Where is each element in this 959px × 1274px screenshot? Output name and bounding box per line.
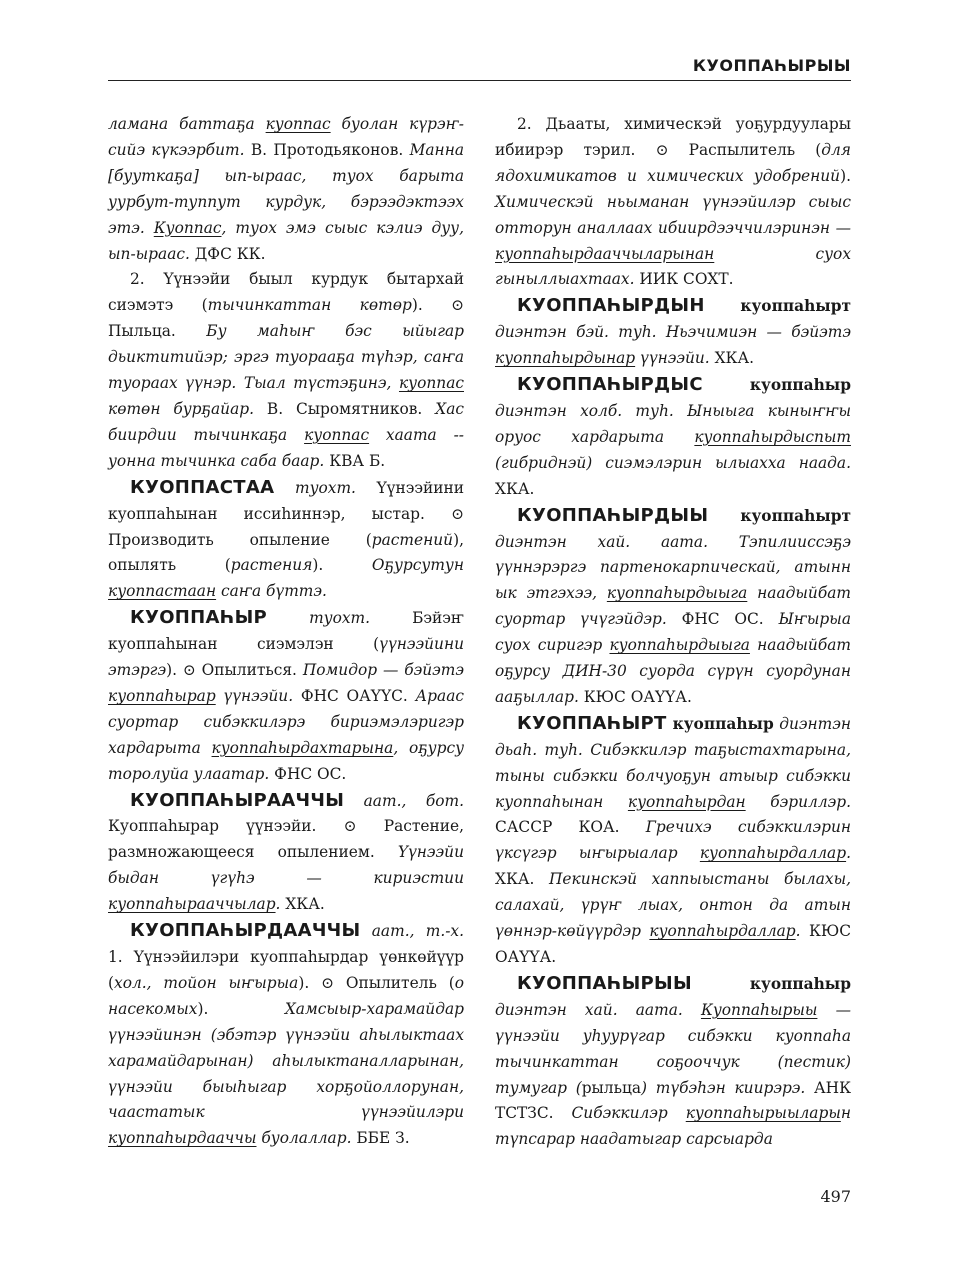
example-text: Хас биирдии тычинкаҕа <box>108 399 464 444</box>
example-text: (гибриднэй) сиэмэлэрин ылыахха наада. <box>495 453 851 472</box>
running-head: КУОППАҺЫРЫЫ <box>692 56 851 75</box>
example-keyword: куоппас <box>304 425 370 444</box>
left-column <box>108 112 464 1152</box>
example-keyword: куоппаһырдан <box>627 792 746 811</box>
grammar-label: куоппаһыр <box>691 974 851 993</box>
example-text: н түпсарар наадатыгар сарсыарда <box>495 1104 851 1149</box>
example-text: . <box>795 922 809 941</box>
example-text: наадыйбат суортар үчүгэйдэр. <box>495 584 852 629</box>
entry-text: 2. Үүнээйи быыл курдук бытархай сиэмэтэ ( <box>108 270 464 315</box>
entry-text: Бэйэҥ куоппаһынан сиэмэлэн ( <box>108 609 464 654</box>
dictionary-entry <box>108 112 464 267</box>
example-text: үүнээйи. <box>635 349 715 368</box>
dictionary-entry <box>495 372 851 503</box>
example-text: Пекинскэй хаппыыстаны былахы, салахай, үрүҥ лыах, онтон да атын үөннэр-көйүүрдэр <box>495 870 851 941</box>
example-text: о насекомых <box>108 973 465 1018</box>
example-keyword: куоппаһырдахтарына <box>211 738 394 757</box>
example-keyword: куоппаһырдыыга <box>606 584 748 603</box>
example-keyword: куоппаһырдааччы <box>108 1129 257 1148</box>
source-citation: ИИК СОХТ. <box>639 270 734 289</box>
example-keyword: куоппаһырдыспыт <box>694 427 851 446</box>
source-citation: ХКА. <box>285 895 325 914</box>
dictionary-entry <box>495 112 851 293</box>
example-text: бэриллэр. <box>745 792 851 811</box>
example-text: растения <box>230 556 313 575</box>
source-citation: ББЕ З. <box>356 1129 410 1148</box>
dictionary-entry <box>108 475 464 606</box>
source-citation: КЮС ОАҮҮА. <box>495 922 851 966</box>
example-text: Ыныыга кыныҥҥы оруос хардарыта <box>495 401 852 446</box>
source-citation: ФНС ОАҮҮС. <box>300 686 416 705</box>
example-keyword: куоппаһырдынар <box>495 349 636 368</box>
source-citation: ДФС КК. <box>194 244 266 263</box>
example-keyword: ). ⊙ Пыльца. <box>108 296 464 341</box>
example-keyword: куоппастаан <box>108 582 217 601</box>
example-text: хаата -- уонна тычинка саба баар. <box>108 425 464 470</box>
entry-headword: КУОППАҺЫР <box>130 607 268 629</box>
example-keyword: рыльца <box>581 1078 642 1097</box>
example-text: буолан күрэҥ-сийэ күкээрбит. <box>108 115 464 159</box>
example-text: , туох эмэ сыыс кэлиэ дуу, ып-ыраас. <box>108 218 464 263</box>
grammar-label: туохт. <box>274 478 377 497</box>
dictionary-entry <box>108 605 464 787</box>
example-text: — үүнээйи уһуурүгар сибэкки куоппаһа тычинкаттан соҕооччук (пестик) тумугар ( <box>495 1000 851 1097</box>
example-text: буолаллар. <box>256 1129 357 1148</box>
entry-text: ). <box>312 556 372 575</box>
example-text: Ньэчимиэн — бэйэтэ <box>665 323 851 342</box>
example-keyword: Куоппаһырыы <box>700 1000 818 1019</box>
entry-headword: КУОППАҺЫРДААЧЧЫ <box>130 920 361 942</box>
grammar-label: диэнтэн бэй. туһ. <box>495 323 666 342</box>
dictionary-entry <box>495 503 851 711</box>
example-text: үүнээйи. <box>215 686 301 705</box>
page-number: 497 <box>820 1187 851 1206</box>
example-text: для ядохимикатов и химических удобрений <box>495 140 851 185</box>
dictionary-entry <box>108 788 464 919</box>
entry-text: Куоппаһырар үүнээйи. ⊙ Растение, размножающееся опылением. <box>108 817 464 862</box>
grammar-label: куоппаһыр <box>702 376 851 395</box>
grammar-label: туохт. <box>267 609 413 628</box>
source-citation: ХКА. <box>495 870 549 889</box>
example-text: көтөн бурҕайар. <box>108 399 267 418</box>
right-column <box>495 112 851 1153</box>
entry-text: ). <box>840 166 851 185</box>
example-text: тычинкаттан көтөр <box>207 296 412 315</box>
source-citation: ХКА. <box>714 349 755 368</box>
example-keyword: куоппаһырдыыга <box>609 636 750 655</box>
source-citation: В. Протодьяконов. <box>250 140 410 159</box>
example-text: ДИН-30 <box>562 662 627 681</box>
grammar-label: куоппаһырт <box>708 506 851 525</box>
example-text: ) түбэһэн киирэрэ. <box>641 1078 814 1097</box>
example-text: хол., тойон ыҥырыа <box>114 973 299 992</box>
dictionary-entry <box>495 293 851 372</box>
entry-headword: КУОППАҺЫРААЧЧЫ <box>130 789 345 811</box>
entry-text: ). ⊙ Опылитель ( <box>298 973 455 992</box>
example-keyword: Куоппас <box>153 218 222 237</box>
example-text: суорда сүрүн суордунан ааҕыллар. <box>495 662 851 706</box>
example-keyword: куоппаһырдаллар <box>649 922 796 941</box>
grammar-label: диэнтэн хай. аата. <box>495 532 739 551</box>
example-text: . <box>846 844 851 863</box>
entry-headword: КУОППАҺЫРДЫЫ <box>517 504 709 526</box>
example-text: үүнээйини этэргэ <box>108 635 464 680</box>
grammar-label: диэнтэн холб. туһ. <box>495 401 688 420</box>
source-citation: САССР КОА. <box>495 818 646 837</box>
source-citation: ХКА. <box>495 479 535 498</box>
example-text: , оҕурсу торолуйа улаатар. <box>108 738 464 783</box>
dictionary-entry <box>495 971 851 1153</box>
example-text: Манна [бууткаҕа] ып-ыраас, туох барыта уурбут-туппут курдук, бэрээдэктээх этэ. <box>108 140 465 237</box>
header-rule <box>108 80 851 81</box>
source-citation: КЮС ОАҮҮА. <box>583 687 692 706</box>
example-text: Ыҥырыа суох сиригэр <box>495 610 851 655</box>
example-text: растений <box>371 530 454 549</box>
source-citation: В. Сыромятников. <box>266 399 436 418</box>
example-text: Оҕурсутун <box>371 556 464 575</box>
example-text: Хамсыыр-харамайдар үүнээйинэн (эбэтэр үүнээйи аһылыктаах харамайдарынан) аһылыктаналларынан, үүнээйи быыһыгар хорҕойоллорунан, чаастатык үүнээйилэри <box>108 999 464 1122</box>
example-text: ламана баттаҕа <box>108 115 266 133</box>
example-text: Химическэй ньыманан үүнээйилэр сыыс отторун аналлаах ибиирдээччилэринэн — <box>495 192 851 237</box>
example-text: Сибэккилэр <box>571 1104 686 1123</box>
source-citation: КВА Б. <box>329 451 386 470</box>
example-text: Помидор — бэйэтэ <box>302 661 464 680</box>
entry-text: 2. Дьааты, химическэй уоҕурдуулары ибиирэр тэрил. ⊙ Распылитель ( <box>495 115 851 159</box>
dictionary-entry <box>495 711 851 971</box>
example-text: Тэпилиисcэҕэ үүннэрэргэ партенокарпическай, атынн ык этгэхээ, <box>495 532 851 603</box>
example-keyword: куоппаһырыылары <box>685 1104 841 1123</box>
entry-text: ), опылять ( <box>108 530 464 575</box>
entry-headword: КУОППАҺЫРДЫС <box>517 374 703 396</box>
grammar-label: аат., бот. <box>344 791 464 810</box>
entry-text: Үүнээйини куоппаһынан иссиһиннэр, ыстар. ⊙ Производить опыление ( <box>108 478 464 549</box>
example-text: . <box>275 895 286 914</box>
grammar-label: диэнтэн дьаһ. туһ. <box>495 714 851 759</box>
example-keyword: куоппас <box>265 115 331 133</box>
source-citation: ФНС ОС. <box>274 764 347 783</box>
entry-headword: КУОППАҺЫРДЫН <box>517 295 705 317</box>
example-text: Сибэккилэр таҕыстахтарына, тыны сибэкки болчуоҕун атыыр сибэкки куоппаһынан <box>495 740 852 811</box>
entry-headword: КУОППАҺЫРЫЫ <box>517 972 692 994</box>
example-text: Араас суортар сибэккилэрэ бириэмэлэригэр хардарыта <box>108 686 464 757</box>
example-keyword: куоппаһырааччылар <box>108 895 276 914</box>
entry-text: ). ⊙ Опылиться. <box>166 661 303 680</box>
entry-headword: КУОППАҺЫРТ <box>517 712 667 734</box>
example-text: Үүнээйи быдан үгүһэ — кириэстии <box>108 843 464 888</box>
grammar-label: куоппаһыр <box>666 714 774 733</box>
example-keyword: куоппас <box>398 374 464 393</box>
example-text: суох гыныллыахтаах. <box>495 244 851 289</box>
dictionary-entry <box>108 267 464 474</box>
source-citation: ФНС ОС. <box>681 610 779 629</box>
example-keyword: куоппаһырдааччыларынан <box>495 244 715 263</box>
example-text: наадыйбат оҕурсу <box>495 636 852 681</box>
source-citation: АНК ТСТЗС. <box>495 1078 851 1123</box>
grammar-label: куоппаһырт <box>704 297 851 316</box>
entry-text: ). <box>197 999 285 1018</box>
entry-headword: КУОППАСТАА <box>130 476 275 498</box>
example-keyword: куоппаһырдаллар <box>699 844 847 863</box>
example-keyword: куоппаһырар <box>108 686 216 705</box>
example-text: саҥа бүттэ. <box>216 582 327 601</box>
entry-text: 1. Үүнээйилэри куоппаһырдар үөнкөйүүр ( <box>108 948 464 992</box>
example-text: Бу маһыҥ бэс ыйыгар дьиктитийэр; эргэ туорааҕа түһэр, саҥа туораах үүнэр. Тыал түстэҕинэ, <box>108 322 464 393</box>
dictionary-entry <box>108 918 464 1152</box>
example-text: Гречихэ сибэккилэрин үксүгэр ыҥырыалар <box>495 818 851 863</box>
grammar-label: аат., т.-х. <box>360 922 464 941</box>
grammar-label: диэнтэн хай. аата. <box>495 1000 701 1019</box>
